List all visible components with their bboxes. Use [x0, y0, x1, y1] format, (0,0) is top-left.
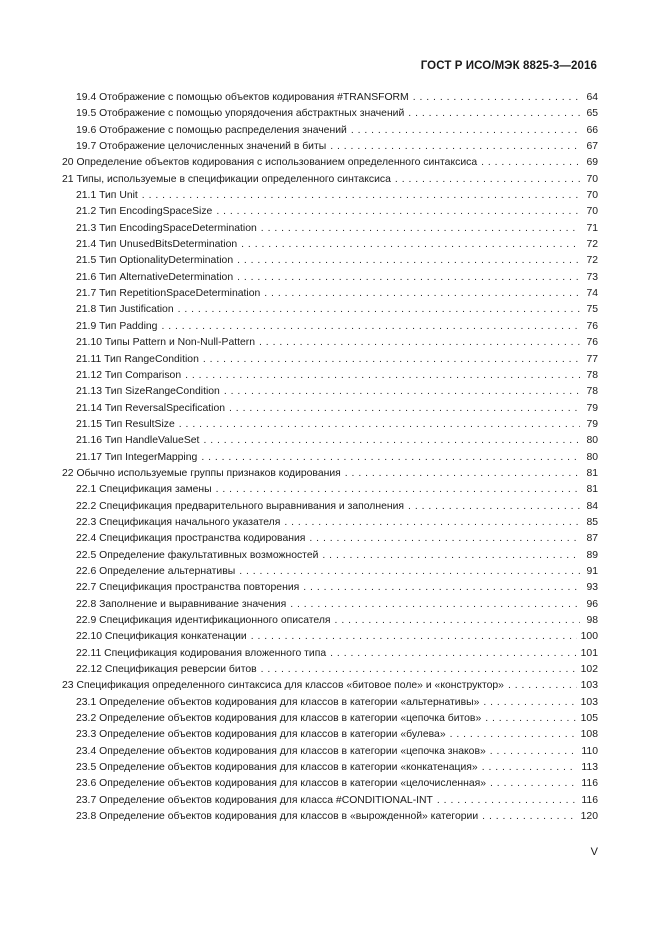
toc-entry[interactable] [62, 204, 598, 220]
toc-entry-page: 81 [586, 484, 598, 496]
toc-entry-page: 67 [586, 141, 598, 153]
toc-entry[interactable] [62, 188, 598, 204]
dot-leader [481, 155, 580, 171]
dot-leader [201, 450, 580, 466]
toc-entry-title: 21.8 Тип Justification [76, 304, 174, 316]
toc-entry-title: 23.8 Определение объектов кодирования для классов в «вырожденной» категории [76, 811, 479, 823]
dot-leader [413, 90, 580, 106]
dot-leader [142, 188, 580, 204]
toc-entry[interactable] [62, 531, 598, 547]
toc-entry[interactable] [62, 368, 598, 384]
document-header: ГОСТ Р ИСО/МЭК 8825-3—2016 [420, 60, 597, 72]
dot-leader [185, 368, 580, 384]
toc-entry[interactable] [62, 482, 598, 498]
toc-entry-page: 116 [581, 778, 598, 790]
toc-entry-page: 103 [580, 696, 598, 708]
toc-entry-page: 120 [580, 811, 598, 823]
toc-entry[interactable] [62, 401, 598, 417]
toc-entry[interactable] [62, 90, 598, 106]
toc-entry[interactable] [62, 515, 598, 531]
toc-entry-page: 72 [586, 239, 598, 251]
dot-leader [490, 776, 577, 792]
toc-entry-title: 22.12 Спецификация реверсии битов [76, 664, 257, 676]
dot-leader [351, 123, 580, 139]
toc-entry[interactable] [62, 662, 598, 678]
toc-entry-title: 23.6 Определение объектов кодирования для классов в категории «целочисленная» [76, 778, 487, 790]
toc-entry-page: 84 [586, 500, 598, 512]
toc-entry[interactable] [62, 809, 598, 825]
toc-entry[interactable] [62, 139, 598, 155]
dot-leader [450, 727, 577, 743]
toc-entry-page: 80 [586, 451, 598, 463]
dot-leader [229, 401, 580, 417]
toc-entry-page: 85 [586, 516, 598, 528]
toc-entry-title: 23 Спецификация определенного синтаксиса для классов «битовое поле» и «конструктор» [62, 680, 504, 692]
toc-entry-page: 76 [586, 320, 598, 332]
dot-leader [290, 597, 580, 613]
dot-leader [241, 237, 580, 253]
toc-entry[interactable] [62, 760, 598, 776]
toc-entry-page: 75 [586, 304, 598, 316]
toc-entry-page: 74 [586, 288, 598, 300]
toc-entry-title: 21.11 Тип RangeCondition [76, 353, 199, 365]
toc-entry[interactable] [62, 776, 598, 792]
toc-entry[interactable] [62, 270, 598, 286]
dot-leader [330, 646, 577, 662]
toc-entry[interactable] [62, 727, 598, 743]
dot-leader [345, 466, 580, 482]
toc-entry-title: 22 Обычно используемые группы признаков кодирования [62, 467, 341, 479]
toc-entry-page: 73 [586, 271, 598, 283]
toc-entry-title: 19.4 Отображение с помощью объектов кодирования #TRANSFORM [76, 92, 409, 103]
dot-leader [224, 384, 580, 400]
toc-entry[interactable] [62, 172, 598, 188]
toc-entry[interactable] [62, 548, 598, 564]
toc-entry[interactable] [62, 629, 598, 645]
toc-entry[interactable] [62, 744, 598, 760]
toc-entry[interactable] [62, 352, 598, 368]
toc-entry-title: 23.2 Определение объектов кодирования для классов в категории «цепочка битов» [76, 713, 482, 725]
table-of-contents [62, 90, 598, 825]
toc-entry-page: 70 [586, 173, 598, 185]
toc-entry[interactable] [62, 678, 598, 694]
dot-leader [408, 499, 580, 515]
toc-entry-title: 21.7 Тип RepetitionSpaceDetermination [76, 288, 261, 300]
toc-entry-page: 96 [586, 598, 598, 610]
toc-entry-page: 80 [586, 435, 598, 447]
toc-entry-title: 23.1 Определение объектов кодирования для классов в категории «альтернативы» [76, 696, 480, 708]
dot-leader [483, 695, 576, 711]
toc-entry-title: 21.2 Тип EncodingSpaceSize [76, 206, 213, 218]
dot-leader [309, 531, 580, 547]
toc-entry-title: 21.14 Тип ReversalSpecification [76, 402, 226, 414]
toc-entry-title: 22.9 Спецификация идентификационного описателя [76, 615, 331, 626]
dot-leader [251, 629, 577, 645]
toc-entry-page: 98 [586, 615, 598, 626]
toc-entry-page: 78 [586, 369, 598, 381]
dot-leader [261, 662, 577, 678]
page-number: V [590, 846, 598, 858]
toc-entry-page: 81 [586, 467, 598, 479]
toc-entry-title: 21.4 Тип UnusedBitsDetermination [76, 239, 238, 251]
toc-entry[interactable] [62, 106, 598, 122]
toc-entry[interactable] [62, 155, 598, 171]
toc-entry-page: 79 [586, 402, 598, 414]
toc-entry-title: 23.5 Определение объектов кодирования для классов в категории «конкатенация» [76, 762, 478, 774]
toc-entry-page: 108 [580, 729, 598, 741]
toc-entry-title: 22.7 Спецификация пространства повторения [76, 582, 300, 594]
toc-entry-title: 22.8 Заполнение и выравнивание значения [76, 598, 287, 610]
dot-leader [395, 172, 580, 188]
dot-leader [261, 221, 580, 237]
toc-entry-title: 21.17 Тип IntegerMapping [76, 451, 198, 463]
toc-entry-title: 21.12 Тип Comparison [76, 369, 182, 381]
toc-entry-page: 66 [586, 124, 598, 136]
dot-leader [237, 270, 580, 286]
toc-entry[interactable] [62, 433, 598, 449]
toc-entry-title: 22.1 Спецификация замены [76, 484, 212, 496]
toc-entry-page: 77 [586, 353, 598, 365]
toc-entry-title: 22.3 Спецификация начального указателя [76, 516, 281, 528]
toc-entry-page: 105 [580, 713, 598, 725]
dot-leader [408, 106, 580, 122]
toc-entry-title: 21.16 Тип HandleValueSet [76, 435, 200, 447]
dot-leader [303, 580, 580, 596]
dot-leader [239, 564, 580, 580]
toc-entry[interactable] [62, 793, 598, 809]
toc-entry-page: 101 [580, 647, 598, 659]
toc-entry[interactable] [62, 695, 598, 711]
toc-entry-page: 72 [586, 255, 598, 267]
toc-entry-title: 19.6 Отображение с помощью распределения значений [76, 124, 347, 136]
dot-leader [216, 482, 580, 498]
dot-leader [437, 793, 578, 809]
dot-leader [508, 678, 577, 694]
toc-entry[interactable] [62, 123, 598, 139]
toc-entry-title: 22.4 Спецификация пространства кодирования [76, 533, 306, 545]
toc-entry-page: 70 [586, 206, 598, 218]
toc-entry-title: 20 Определение объектов кодирования с использованием определенного синтаксиса [62, 157, 478, 169]
dot-leader [264, 286, 580, 302]
toc-entry-page: 64 [586, 92, 598, 103]
dot-leader [330, 139, 580, 155]
toc-entry-title: 21.15 Тип ResultSize [76, 418, 175, 430]
toc-entry-page: 91 [586, 565, 598, 577]
toc-entry-page: 76 [586, 337, 598, 349]
toc-entry-page: 79 [586, 418, 598, 430]
toc-entry-page: 116 [581, 794, 598, 806]
toc-entry[interactable] [62, 253, 598, 269]
toc-entry-page: 110 [581, 745, 598, 757]
toc-entry-title: 22.2 Спецификация предварительного выравнивания и заполнения [76, 500, 405, 512]
toc-entry-page: 89 [586, 549, 598, 561]
toc-entry-page: 70 [586, 190, 598, 202]
dot-leader [178, 302, 580, 318]
dot-leader [161, 319, 580, 335]
toc-entry-title: 21.3 Тип EncodingSpaceDetermination [76, 222, 257, 234]
toc-entry[interactable] [62, 613, 598, 629]
toc-entry[interactable] [62, 237, 598, 253]
toc-entry[interactable] [62, 564, 598, 580]
toc-entry-title: 21.6 Тип AlternativeDetermination [76, 271, 234, 283]
toc-entry[interactable] [62, 319, 598, 335]
dot-leader [485, 711, 576, 727]
dot-leader [203, 433, 580, 449]
dot-leader [322, 548, 580, 564]
toc-entry-page: 87 [586, 533, 598, 545]
toc-entry-page: 102 [580, 664, 598, 676]
toc-entry-title: 22.10 Спецификация конкатенации [76, 631, 247, 643]
dot-leader [179, 417, 580, 433]
toc-entry-title: 21.10 Типы Pattern и Non-Null-Pattern [76, 337, 256, 349]
toc-entry-page: 100 [580, 631, 598, 643]
toc-entry[interactable] [62, 711, 598, 727]
toc-entry[interactable] [62, 466, 598, 482]
toc-entry[interactable] [62, 335, 598, 351]
dot-leader [490, 744, 578, 760]
toc-entry-title: 21 Типы, используемые в спецификации определенного синтаксиса [62, 173, 391, 185]
toc-entry[interactable] [62, 417, 598, 433]
dot-leader [203, 352, 580, 368]
toc-entry-page: 69 [586, 157, 598, 169]
dot-leader [216, 204, 580, 220]
toc-entry[interactable] [62, 302, 598, 318]
toc-entry-page: 65 [586, 108, 598, 120]
toc-entry-title: 19.7 Отображение целочисленных значений в биты [76, 141, 327, 153]
toc-entry[interactable] [62, 384, 598, 400]
toc-entry-title: 22.6 Определение альтернативы [76, 565, 236, 577]
toc-entry[interactable] [62, 499, 598, 515]
toc-entry-page: 113 [581, 762, 598, 774]
toc-entry-page: 103 [580, 680, 598, 692]
dot-leader [482, 760, 578, 776]
toc-entry-title: 22.11 Спецификация кодирования вложенного типа [76, 647, 327, 659]
dot-leader [335, 613, 580, 629]
dot-leader [284, 515, 580, 531]
toc-entry-page: 71 [586, 222, 598, 234]
toc-entry[interactable] [62, 597, 598, 613]
toc-entry-page: 93 [586, 582, 598, 594]
toc-entry[interactable] [62, 580, 598, 596]
toc-entry-page: 78 [586, 386, 598, 398]
toc-entry-title: 22.5 Определение факультативных возможностей [76, 549, 319, 561]
toc-entry-title: 19.5 Отображение с помощью упорядочения абстрактных значений [76, 108, 405, 120]
toc-entry[interactable] [62, 221, 598, 237]
dot-leader [237, 253, 580, 269]
toc-entry[interactable] [62, 646, 598, 662]
dot-leader [482, 809, 576, 825]
toc-entry-title: 21.13 Тип SizeRangeCondition [76, 386, 220, 398]
toc-entry-title: 23.4 Определение объектов кодирования для классов в категории «цепочка знаков» [76, 745, 486, 757]
toc-entry[interactable] [62, 450, 598, 466]
toc-entry-title: 23.3 Определение объектов кодирования для классов в категории «булева» [76, 729, 446, 741]
toc-entry[interactable] [62, 286, 598, 302]
toc-entry-title: 23.7 Определение объектов кодирования для класса #CONDITIONAL-INT [76, 794, 433, 806]
toc-entry-title: 21.1 Тип Unit [76, 190, 138, 202]
toc-entry-title: 21.9 Тип Padding [76, 320, 158, 332]
toc-entry-title: 21.5 Тип OptionalityDetermination [76, 255, 234, 267]
dot-leader [259, 335, 580, 351]
